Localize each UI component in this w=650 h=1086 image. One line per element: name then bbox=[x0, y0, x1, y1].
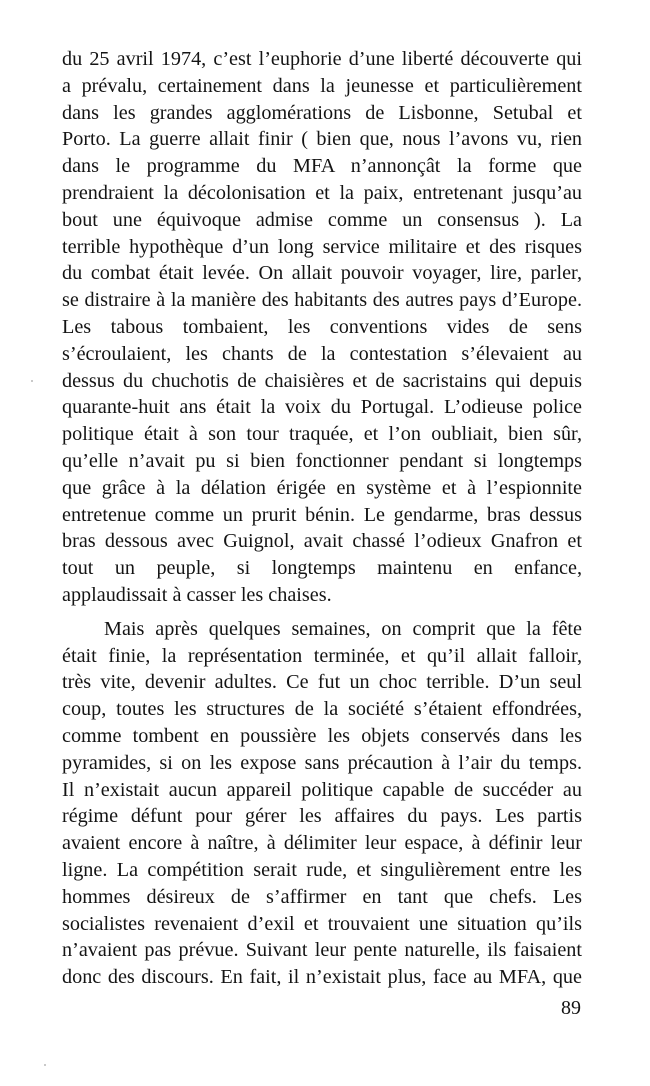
text-line: politique était à son tour traquée, et l’on oubliait, bien sûr, bbox=[62, 423, 582, 446]
scan-speck bbox=[44, 1064, 46, 1066]
text-line: bout une équivoque admise comme un consensus ). La bbox=[62, 208, 582, 231]
text-line: dans le programme du MFA n’annonçât la forme que bbox=[62, 155, 582, 178]
text-line: pyramides, si on les expose sans précaution à l’air du temps. bbox=[62, 751, 582, 774]
page-number: 89 bbox=[561, 997, 581, 1019]
text-line: comme tombent en poussière les objets conservés dans les bbox=[62, 724, 582, 747]
text-line: applaudissait à casser les chaises. bbox=[62, 583, 332, 606]
text-line: s’écroulaient, les chants de la contestation s’élevaient au bbox=[62, 342, 582, 365]
text-line: dans les grandes agglomérations de Lisbonne, Setubal et bbox=[62, 101, 582, 124]
text-line: Mais après quelques semaines, on comprit que la fête bbox=[104, 617, 582, 640]
text-line: coup, toutes les structures de la société s’étaient effondrées, bbox=[62, 698, 582, 721]
text-line: donc des discours. En fait, il n’existait plus, face au MFA, que bbox=[62, 966, 582, 989]
text-line: très vite, devenir adultes. Ce fut un choc terrible. D’un seul bbox=[62, 671, 582, 694]
text-line: Porto. La guerre allait finir ( bien que, nous l’avons vu, rien bbox=[62, 128, 582, 151]
text-line: Les tabous tombaient, les conventions vides de sens bbox=[62, 315, 582, 338]
text-line: hommes désireux de s’affirmer en tant que chefs. Les bbox=[62, 885, 582, 908]
text-line: avaient encore à naître, à délimiter leur espace, à définir leur bbox=[62, 832, 582, 855]
text-line: n’avaient pas prévue. Suivant leur pente naturelle, ils faisaient bbox=[62, 939, 582, 962]
text-line: dessus du chuchotis de chaisières et de sacristains qui depuis bbox=[62, 369, 582, 392]
text-line: se distraire à la manière des habitants des autres pays d’Europe. bbox=[62, 289, 582, 312]
text-line: tout un peuple, si longtemps maintenu en enfance, bbox=[62, 557, 582, 580]
body-text bbox=[62, 46, 582, 991]
text-line: régime défunt pour gérer les affaires du pays. Les partis bbox=[62, 805, 582, 828]
text-line: que grâce à la délation érigée en système et à l’espionnite bbox=[62, 476, 582, 499]
paragraph-1 bbox=[62, 46, 582, 609]
text-line: socialistes revenaient d’exil et trouvaient une situation qu’ils bbox=[62, 912, 582, 935]
text-line: était finie, la représentation terminée, et qu’il allait falloir, bbox=[62, 644, 582, 667]
text-line: qu’elle n’avait pu si bien fonctionner pendant si longtemps bbox=[62, 449, 582, 472]
text-line: du combat était levée. On allait pouvoir voyager, lire, parler, bbox=[62, 262, 582, 285]
text-line: quarante-huit ans était la voix du Portugal. L’odieuse police bbox=[62, 396, 582, 419]
paragraph-2 bbox=[62, 616, 582, 991]
text-line: Il n’existait aucun appareil politique capable de succéder au bbox=[62, 778, 582, 801]
text-line: prendraient la décolonisation et la paix, entretenant jusqu’au bbox=[62, 181, 582, 204]
text-line: ligne. La compétition serait rude, et singulièrement entre les bbox=[62, 858, 582, 881]
scan-speck bbox=[31, 380, 33, 382]
text-line: bras dessous avec Guignol, avait chassé l’odieux Gnafron et bbox=[62, 530, 582, 553]
text-line: terrible hypothèque d’un long service militaire et des risques bbox=[62, 235, 582, 258]
text-line: du 25 avril 1974, c’est l’euphorie d’une liberté découverte qui bbox=[62, 48, 582, 70]
text-line: entretenue comme un prurit bénin. Le gendarme, bras dessus bbox=[62, 503, 582, 526]
text-line: a prévalu, certainement dans la jeunesse et particulièrement bbox=[62, 74, 582, 97]
